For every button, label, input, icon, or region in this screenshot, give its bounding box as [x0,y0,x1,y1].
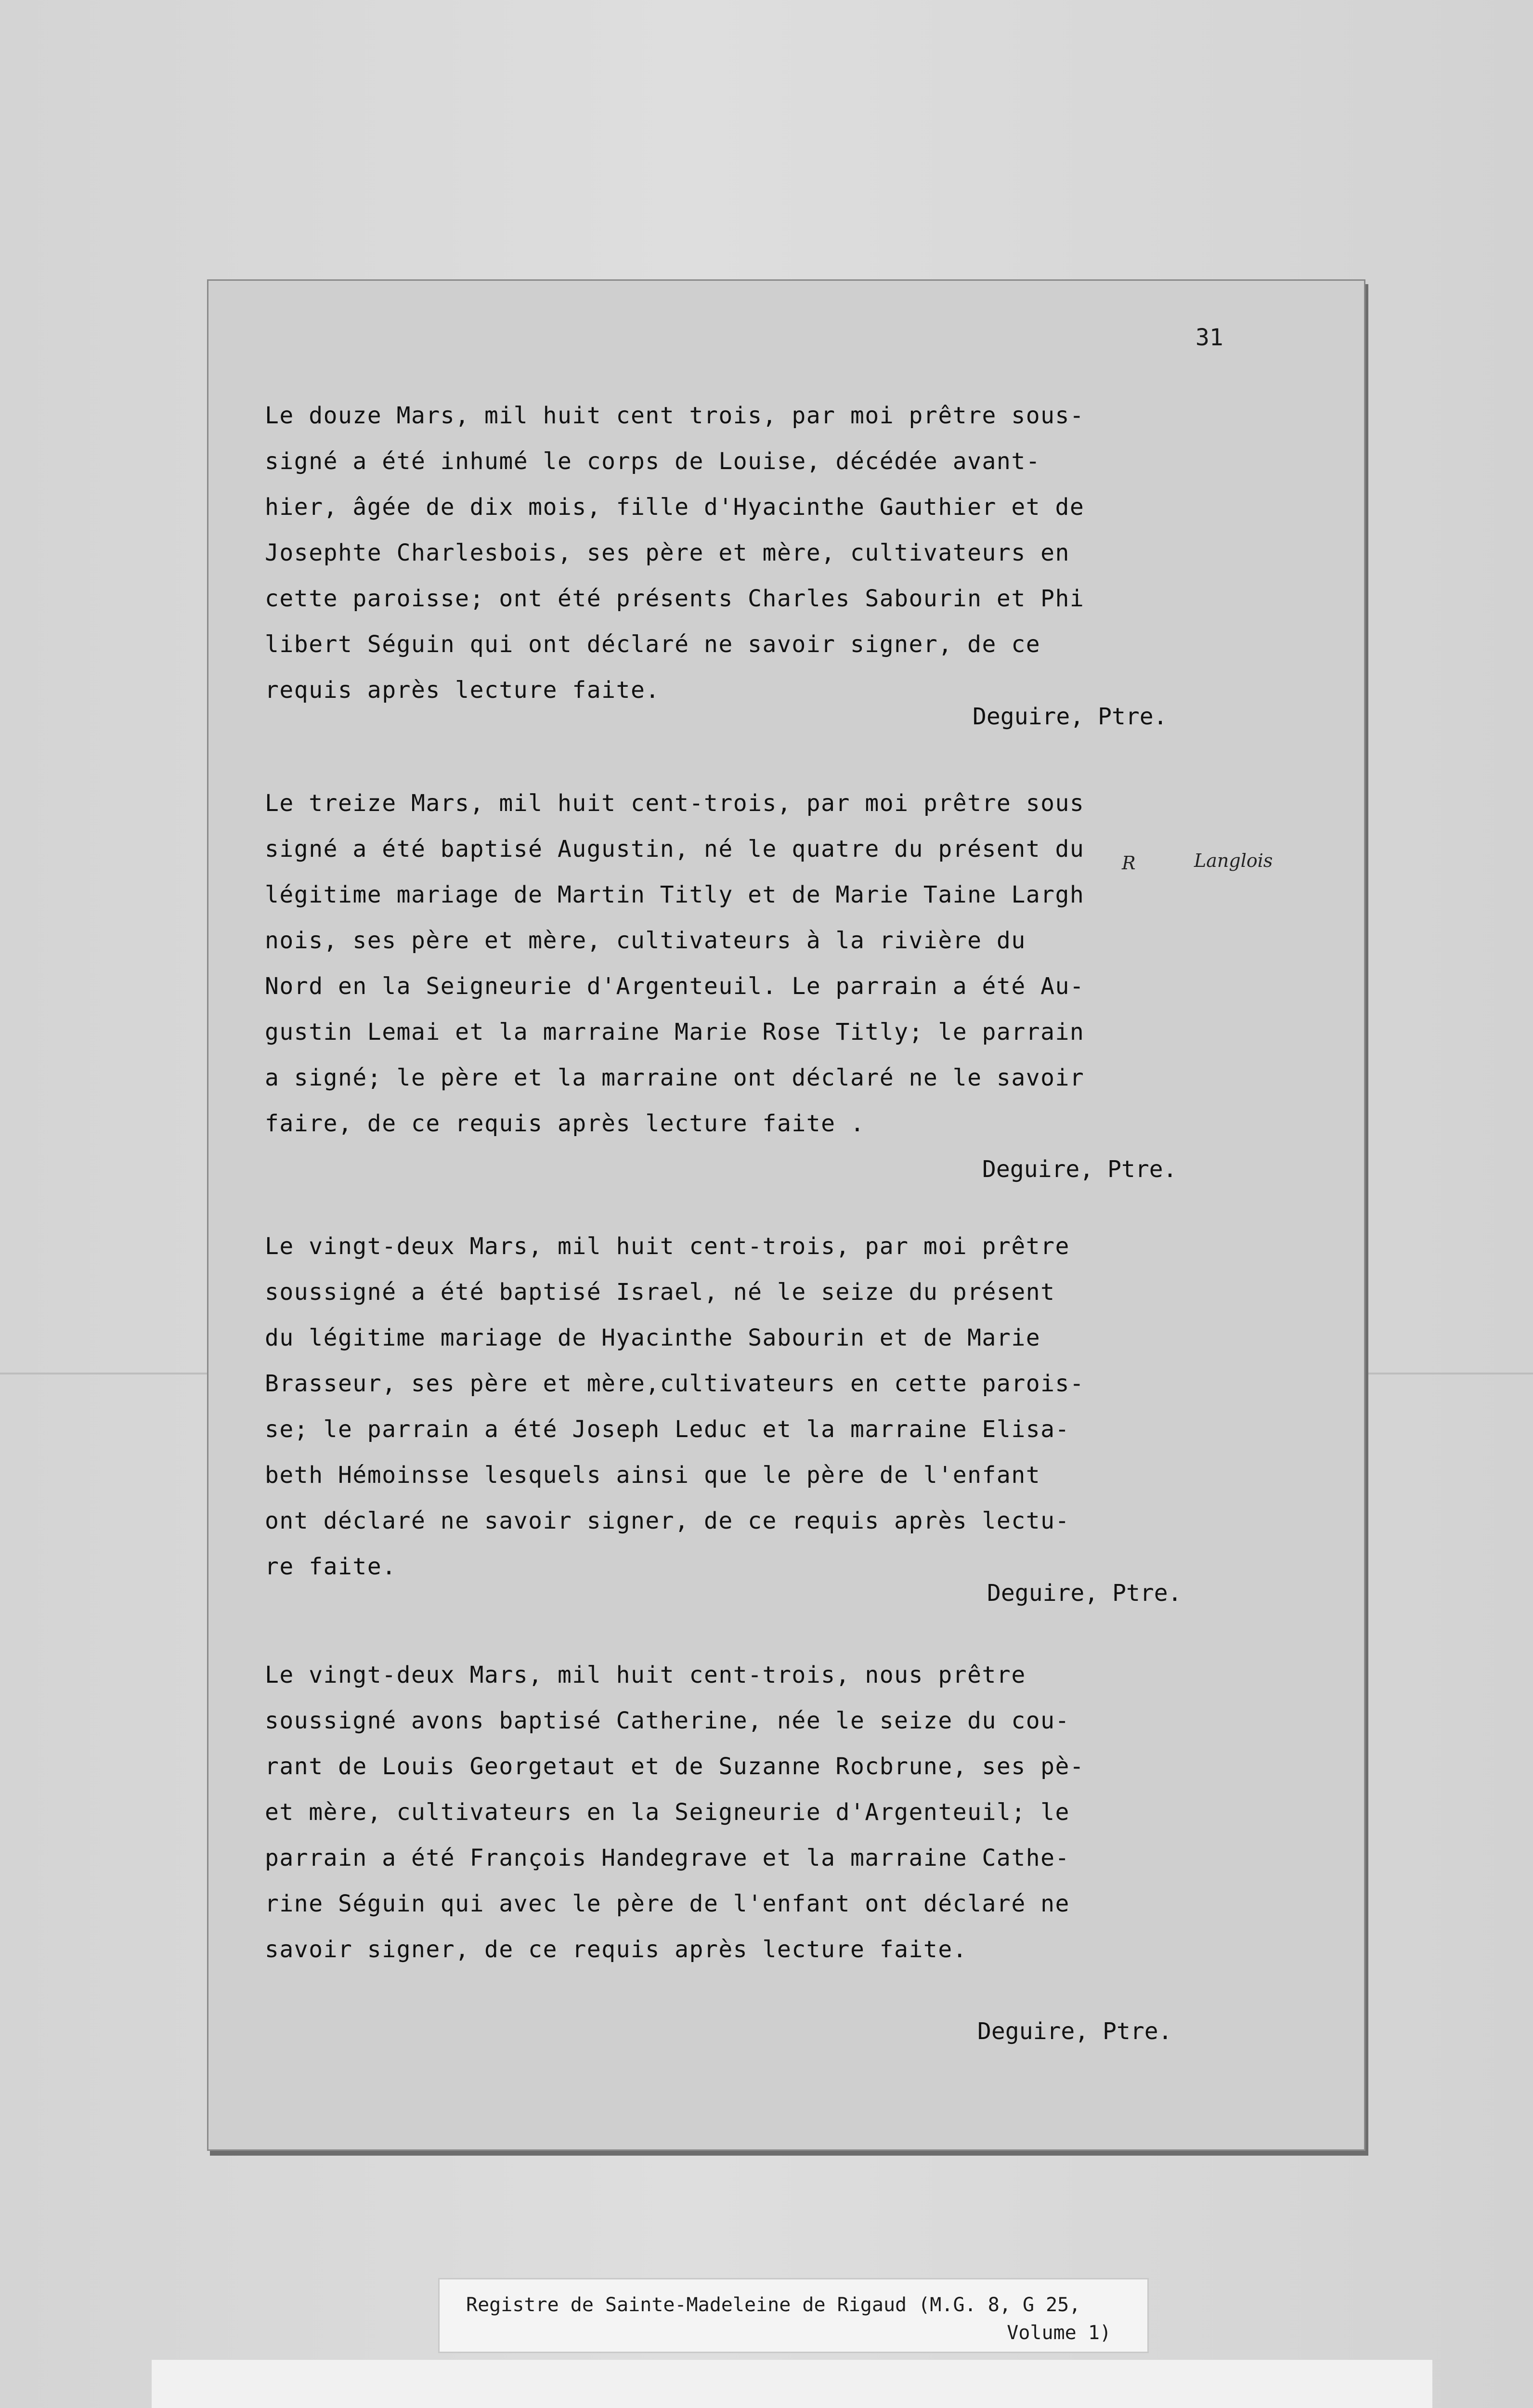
entry-line: requis après lecture faite. [265,677,660,704]
entry-line: rant de Louis Georgetaut et de Suzanne Rocbrune, ses pè- [265,1753,1085,1780]
entry-line: nois, ses père et mère, cultivateurs à la rivière du [265,927,1026,954]
entry-line: Nord en la Seigneurie d'Argenteuil. Le parrain a été Au- [265,973,1085,1000]
entry-line: parrain a été François Handegrave et la marraine Cathe- [265,1845,1070,1871]
entry-line: Le douze Mars, mil huit cent trois, par moi prêtre sous- [265,402,1085,429]
entry-line: soussigné a été baptisé Israel, né le seize du présent [265,1279,1055,1306]
handwritten-correction-letter: R [1122,852,1136,874]
entry-line: libert Séguin qui ont déclaré ne savoir signer, de ce [265,631,1041,658]
entry-line: soussigné avons baptisé Catherine, née le seize du cou- [265,1707,1070,1734]
entry-line: signé a été inhumé le corps de Louise, décédée avant- [265,448,1041,475]
entry-line: Le treize Mars, mil huit cent-trois, par moi prêtre sous [265,790,1085,817]
entry-line: se; le parrain a été Joseph Leduc et la marraine Elisa- [265,1416,1070,1443]
entry-line: a signé; le père et la marraine ont déclaré ne le savoir [265,1064,1085,1091]
entry-line: gustin Lemai et la marraine Marie Rose Titly; le parrain [265,1019,1085,1046]
entry-line: beth Hémoinsse lesquels ainsi que le père de l'enfant [265,1462,1041,1489]
entry-line: signé a été baptisé Augustin, né le quatre du présent du [265,836,1085,863]
handwritten-correction-word: Langlois [1194,850,1273,871]
entry-signature: Deguire, Ptre. [977,2018,1172,2045]
entry-line: re faite. [265,1553,397,1580]
entry-line: Josephte Charlesbois, ses père et mère, cultivateurs en [265,539,1070,566]
entry-signature: Deguire, Ptre. [973,703,1168,730]
entry-line: cette paroisse; ont été présents Charles Sabourin et Phi [265,585,1085,612]
entry-line: hier, âgée de dix mois, fille d'Hyacinthe Gauthier et de [265,494,1085,521]
archive-reference-line-1: Registre de Sainte-Madeleine de Rigaud (M.G. 8, G 25, [466,2294,1081,2316]
entry-signature: Deguire, Ptre. [987,1580,1182,1607]
entry-line: légitime mariage de Martin Titly et de Marie Taine Largh [265,881,1085,908]
entry-line: savoir signer, de ce requis après lecture faite. [265,1936,968,1963]
entry-line: faire, de ce requis après lecture faite . [265,1110,865,1137]
entry-line: Brasseur, ses père et mère,cultivateurs en cette parois- [265,1370,1085,1397]
entry-line: Le vingt-deux Mars, mil huit cent-trois, par moi prêtre [265,1233,1070,1260]
archive-stamp-card [152,2360,1432,2408]
entry-line: rine Séguin qui avec le père de l'enfant ont déclaré ne [265,1890,1070,1917]
archive-reference-line-2: Volume 1) [1007,2322,1111,2344]
entry-signature: Deguire, Ptre. [982,1156,1177,1183]
page-number: 31 [1195,324,1223,351]
entry-line: ont déclaré ne savoir signer, de ce requis après lectu- [265,1507,1070,1534]
archive-reference-label [438,2278,1149,2353]
entry-line: du légitime mariage de Hyacinthe Sabourin et de Marie [265,1324,1041,1351]
entry-line: Le vingt-deux Mars, mil huit cent-trois, nous prêtre [265,1662,1026,1688]
entry-line: et mère, cultivateurs en la Seigneurie d'Argenteuil; le [265,1799,1070,1826]
